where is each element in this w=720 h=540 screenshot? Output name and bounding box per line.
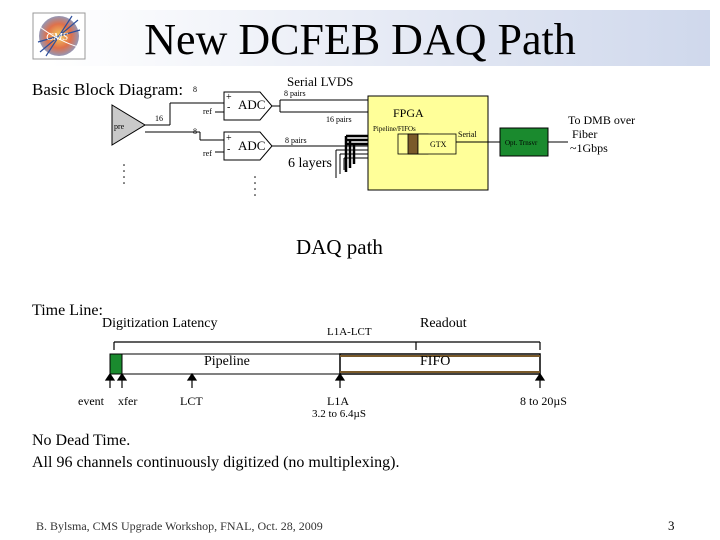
timeline-heading: Time Line: xyxy=(32,302,103,319)
wire-8-mid-label: 8 xyxy=(193,127,197,136)
timeline-diagram xyxy=(0,330,720,390)
event-label: event xyxy=(78,394,104,408)
pairs-bottom-label: 8 pairs xyxy=(285,136,307,145)
ref-bottom-label: ref xyxy=(203,149,212,158)
dmb-line1: To DMB over xyxy=(568,113,636,127)
fpga-label: FPGA xyxy=(393,106,424,120)
pipeline-fifos-label: Pipeline/FIFOs xyxy=(373,125,416,133)
fifo-block-dark xyxy=(408,134,418,154)
gtx-label: GTX xyxy=(430,140,447,149)
readout-label: Readout xyxy=(420,316,467,331)
adc-bottom-label: ADC xyxy=(238,138,266,153)
serial-label: Serial xyxy=(458,130,477,139)
plus-top: + xyxy=(226,92,232,103)
dmb-line3: ~1Gbps xyxy=(570,141,608,155)
adc-top-label: ADC xyxy=(238,97,266,112)
l1a-lct-label: L1A-LCT xyxy=(327,326,372,338)
serial-lvds-label: Serial LVDS xyxy=(287,74,354,89)
note-line1: No Dead Time. xyxy=(32,432,131,449)
daq-path-label: DAQ path xyxy=(296,235,383,259)
pairs-16-label: 16 pairs xyxy=(326,115,352,124)
xfer-label: xfer xyxy=(118,394,138,408)
slide-title: New DCFEB DAQ Path xyxy=(144,15,576,64)
ref-top-label: ref xyxy=(203,107,212,116)
pipeline-label: Pipeline xyxy=(204,354,250,369)
digitization-latency-label: Digitization Latency xyxy=(102,316,218,331)
minus-top: - xyxy=(227,102,231,113)
plus-bottom: + xyxy=(226,133,232,144)
xfer-block xyxy=(110,354,122,374)
footer-credit: B. Bylsma, CMS Upgrade Workshop, FNAL, Oct. 28, 2009 xyxy=(36,519,323,533)
l1a-time-label: 3.2 to 6.4µS xyxy=(312,408,367,420)
l1a-label: L1A xyxy=(327,394,349,408)
svg-text:CMS: CMS xyxy=(46,31,68,43)
wire-8-top-label: 8 xyxy=(193,85,197,94)
minus-bottom: - xyxy=(227,144,231,155)
note-line2: All 96 channels continuously digitized (no multiplexing). xyxy=(32,454,400,471)
lct-label: LCT xyxy=(180,394,203,408)
readout-time-label: 8 to 20µS xyxy=(520,394,567,408)
fifo-label: FIFO xyxy=(420,354,451,369)
block-diagram-heading: Basic Block Diagram: xyxy=(32,80,184,99)
block-diagram xyxy=(0,0,720,230)
opt-transceiver-label: Opt. Trnsvr xyxy=(505,139,538,147)
six-layers-label: 6 layers xyxy=(288,156,332,171)
dmb-line2: Fiber xyxy=(572,127,598,141)
page-number: 3 xyxy=(668,518,675,533)
wire-16-label: 16 xyxy=(155,114,163,123)
pairs-top-label: 8 pairs xyxy=(284,89,306,98)
pre-label: pre xyxy=(114,122,125,131)
